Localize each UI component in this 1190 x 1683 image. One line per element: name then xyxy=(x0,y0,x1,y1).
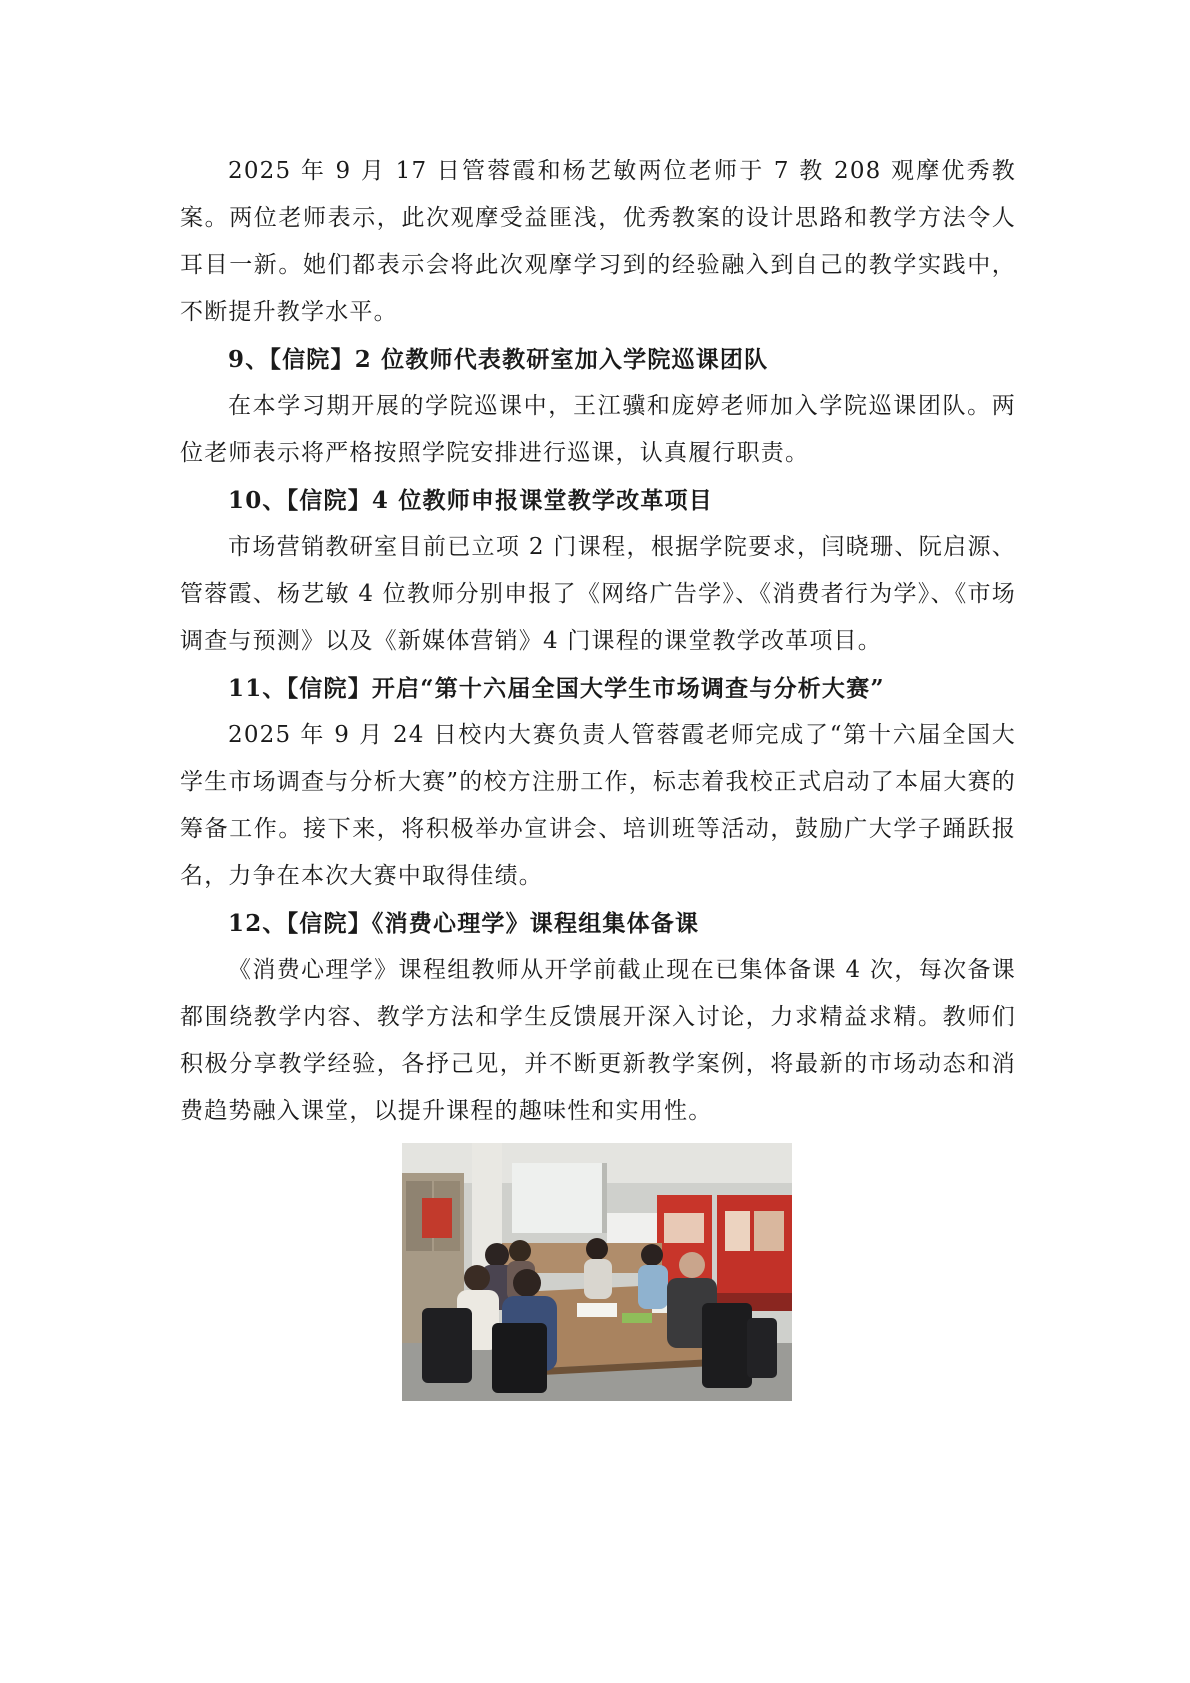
paragraph-reform-projects: 市场营销教研室目前已立项 2 门课程，根据学院要求，闫晓珊、阮启源、管蓉霞、杨艺敏 4 位教师分别申报了《网络广告学》、《消费者行为学》、《市场调查与预测》以及《新媒体营销》4 门课程的课堂教学改革项目。 xyxy=(180,534,1016,654)
heading-item-9: 9、【信院】2 位教师代表教研室加入学院巡课团队 xyxy=(228,346,769,373)
heading-item-12: 12、【信院】《消费心理学》课程组集体备课 xyxy=(228,910,700,937)
paragraph-inspection-team: 在本学习期开展的学院巡课中，王江骥和庞婷老师加入学院巡课团队。两位老师表示将严格按照学院安排进行巡课，认真履行职责。 xyxy=(180,393,1016,466)
paragraph-observation: 2025 年 9 月 17 日管蓉霞和杨艺敏两位老师于 7 教 208 观摩优秀教案。两位老师表示，此次观摩受益匪浅，优秀教案的设计思路和教学方法令人耳目一新。她们都表示会将此次观摩学习到的经验融入到自己的教学实践中，不断提升教学水平。 xyxy=(180,158,1016,325)
paragraph-competition: 2025 年 9 月 24 日校内大赛负责人管蓉霞老师完成了“第十六届全国大学生市场调查与分析大赛”的校方注册工作，标志着我校正式启动了本届大赛的筹备工作。接下来，将积极举办宣讲会、培训班等活动，鼓励广大学子踊跃报名，力争在本次大赛中取得佳绩。 xyxy=(180,722,1016,889)
heading-item-11: 11、【信院】开启“第十六届全国大学生市场调查与分析大赛” xyxy=(228,675,885,702)
paragraph-lesson-prep: 《消费心理学》课程组教师从开学前截止现在已集体备课 4 次，每次备课都围绕教学内容、教学方法和学生反馈展开深入讨论，力求精益求精。教师们积极分享教学经验，各抒己见，并不断更新教学案例，将最新的市场动态和消费趋势融入课堂，以提升课程的趣味性和实用性。 xyxy=(180,957,1016,1124)
article-body xyxy=(180,148,1016,1135)
meeting-photo-illustration xyxy=(402,1143,792,1401)
meeting-photo xyxy=(402,1143,792,1401)
heading-item-10: 10、【信院】4 位教师申报课堂教学改革项目 xyxy=(228,487,713,514)
